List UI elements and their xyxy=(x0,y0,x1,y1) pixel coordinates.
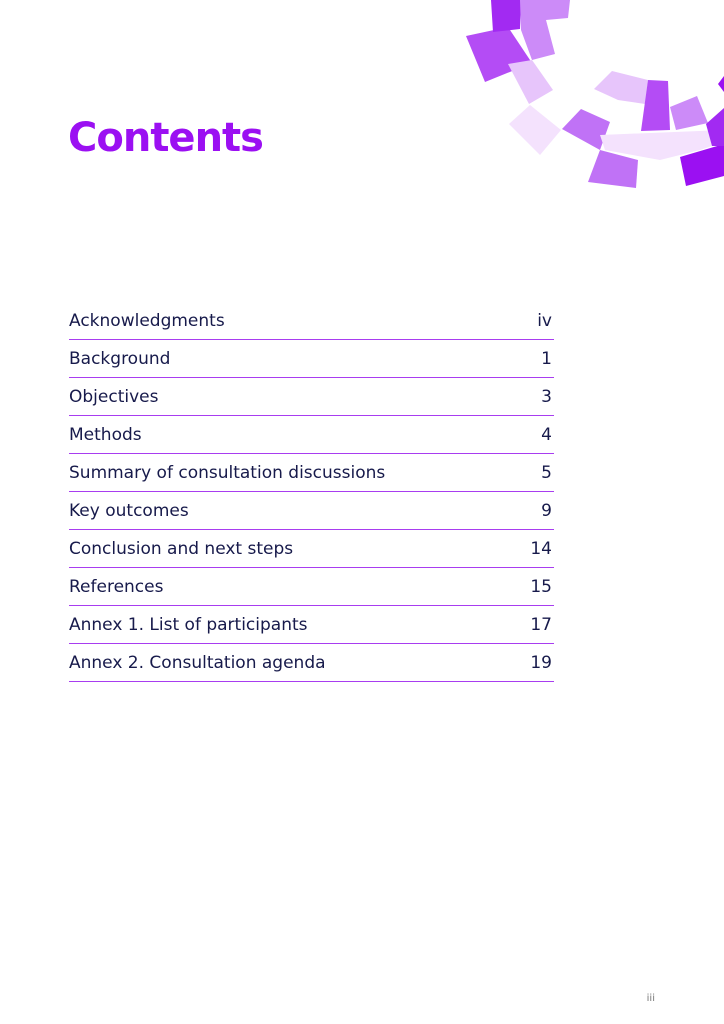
toc-entry-label: Methods xyxy=(69,424,142,445)
toc-entry[interactable] xyxy=(69,530,554,568)
toc-entry-page: iv xyxy=(537,310,552,331)
toc-entry[interactable] xyxy=(69,568,554,606)
table-of-contents xyxy=(69,302,554,682)
toc-entry-label: Objectives xyxy=(69,386,159,407)
page-number: iii xyxy=(646,993,655,1004)
toc-entry-page: 9 xyxy=(541,500,552,521)
toc-entry[interactable] xyxy=(69,454,554,492)
toc-entry[interactable] xyxy=(69,340,554,378)
page-title: Contents xyxy=(68,115,263,161)
toc-entry-page: 5 xyxy=(541,462,552,483)
toc-entry-label: Summary of consultation discussions xyxy=(69,462,386,483)
arc-segment xyxy=(562,109,610,150)
toc-entry-page: 3 xyxy=(541,386,552,407)
toc-entry[interactable] xyxy=(69,378,554,416)
toc-entry-label: Conclusion and next steps xyxy=(69,538,294,559)
toc-entry-label: Acknowledgments xyxy=(69,310,225,331)
toc-entry-page: 17 xyxy=(530,614,552,635)
decorative-graphic xyxy=(0,0,724,200)
toc-entry-label: References xyxy=(69,576,164,597)
toc-entry-label: Background xyxy=(69,348,171,369)
toc-entry[interactable] xyxy=(69,302,554,340)
arc-segment xyxy=(670,96,708,130)
toc-entry-page: 19 xyxy=(530,652,552,673)
toc-entry[interactable] xyxy=(69,492,554,530)
arc-segment xyxy=(508,60,553,104)
arc-segment xyxy=(594,71,648,104)
toc-entry-page: 15 xyxy=(530,576,552,597)
toc-entry-page: 1 xyxy=(541,348,552,369)
toc-entry-page: 14 xyxy=(530,538,552,559)
toc-entry-label: Annex 2. Consultation agenda xyxy=(69,652,326,673)
toc-entry-label: Key outcomes xyxy=(69,500,189,521)
arc-segment xyxy=(718,76,724,92)
toc-entry-page: 4 xyxy=(541,424,552,445)
arc-segment xyxy=(491,0,521,32)
arc-segment xyxy=(509,105,561,155)
arc-segment xyxy=(520,0,570,60)
toc-entry[interactable] xyxy=(69,606,554,644)
toc-entry-label: Annex 1. List of participants xyxy=(69,614,308,635)
arc-segment xyxy=(588,150,638,188)
toc-entry[interactable] xyxy=(69,644,554,682)
toc-entry[interactable] xyxy=(69,416,554,454)
